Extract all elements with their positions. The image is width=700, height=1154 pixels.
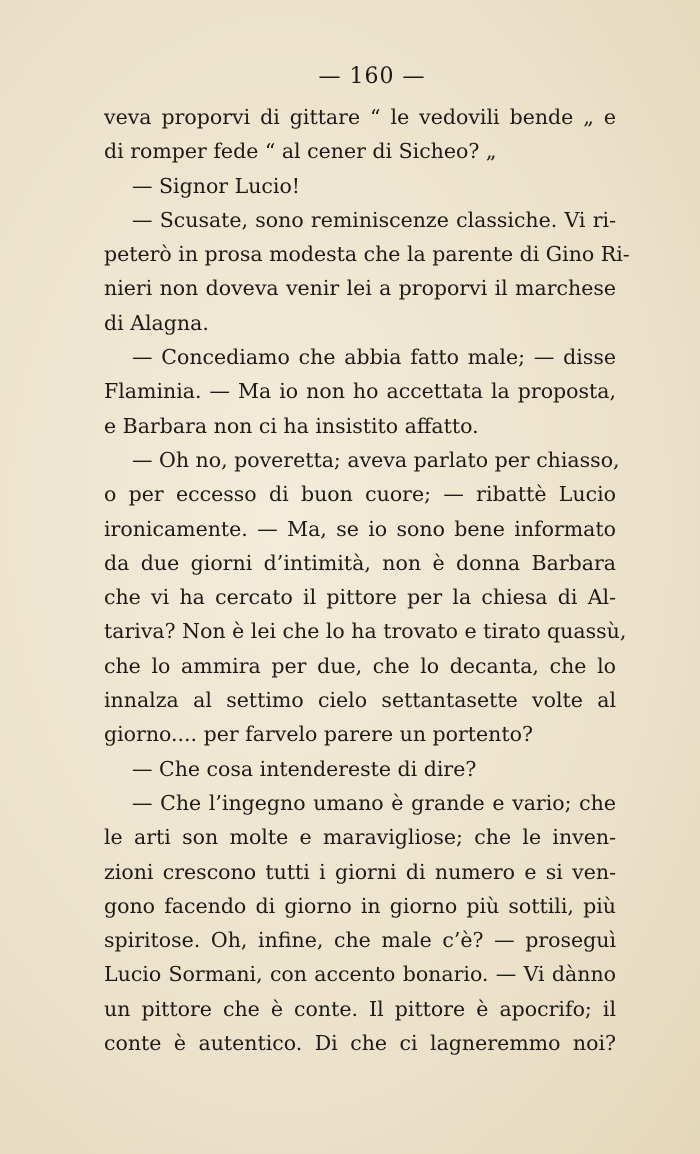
text-line: spiritose. Oh, infine, che male c’è? — proseguì bbox=[104, 928, 616, 953]
text-line: — Signor Lucio! bbox=[132, 173, 301, 198]
text-line: ironicamente. — Ma, se io sono bene informato bbox=[104, 516, 616, 541]
text-line: le arti son molte e maravigliose; che le inven- bbox=[104, 825, 616, 850]
text-line: conte è autentico. Di che ci lagneremmo noi? bbox=[104, 1031, 616, 1056]
text-line: Lucio Sormani, con accento bonario. — Vi dànno bbox=[104, 962, 616, 987]
text-line: — Che cosa intendereste di dire? bbox=[132, 756, 477, 781]
text-line: veva proporvi di gittare “ le vedovili bende „ e bbox=[104, 105, 616, 129]
body-text bbox=[104, 100, 630, 1060]
text-line: o per eccesso di buon cuore; — ribattè Lucio bbox=[104, 482, 616, 507]
text-line: zioni crescono tutti i giorni di numero e si ven- bbox=[104, 859, 616, 884]
text-line: un pittore che è conte. Il pittore è apocrifo; il bbox=[104, 996, 616, 1021]
text-line: Flaminia. — Ma io non ho accettata la proposta, bbox=[104, 379, 616, 404]
text-line: giorno.... per farvelo parere un portento? bbox=[104, 722, 533, 747]
text-line: — Che l’ingegno umano è grande e vario; che bbox=[132, 790, 616, 815]
text-line: — Oh no, poveretta; aveva parlato per chiasso, bbox=[132, 447, 620, 472]
text-line: da due giorni d’intimità, non è donna Barbara bbox=[104, 550, 616, 575]
text-line: che vi ha cercato il pittore per la chiesa di Al- bbox=[104, 585, 616, 610]
text-line: gono facendo di giorno in giorno più sottili, più bbox=[104, 893, 616, 918]
text-line: peterò in prosa modesta che la parente di Gino Ri- bbox=[104, 242, 630, 267]
text-line: di romper fede “ al cener di Sicheo? „ bbox=[104, 139, 497, 164]
text-line: — Scusate, sono reminiscenze classiche. Vi ri- bbox=[132, 207, 616, 232]
text-line: di Alagna. bbox=[104, 310, 209, 335]
text-line: — Concediamo che abbia fatto male; — disse bbox=[132, 345, 616, 370]
text-line: che lo ammira per due, che lo decanta, che lo bbox=[104, 653, 616, 678]
text-line: nieri non doveva venir lei a proporvi il marchese bbox=[104, 276, 616, 301]
page-number: — 160 — bbox=[318, 64, 426, 89]
text-line: innalza al settimo cielo settantasette volte al bbox=[104, 688, 616, 713]
text-line: e Barbara non ci ha insistito affatto. bbox=[104, 413, 479, 438]
text-line: tariva? Non è lei che lo ha trovato e tirato quassù, bbox=[104, 619, 627, 644]
